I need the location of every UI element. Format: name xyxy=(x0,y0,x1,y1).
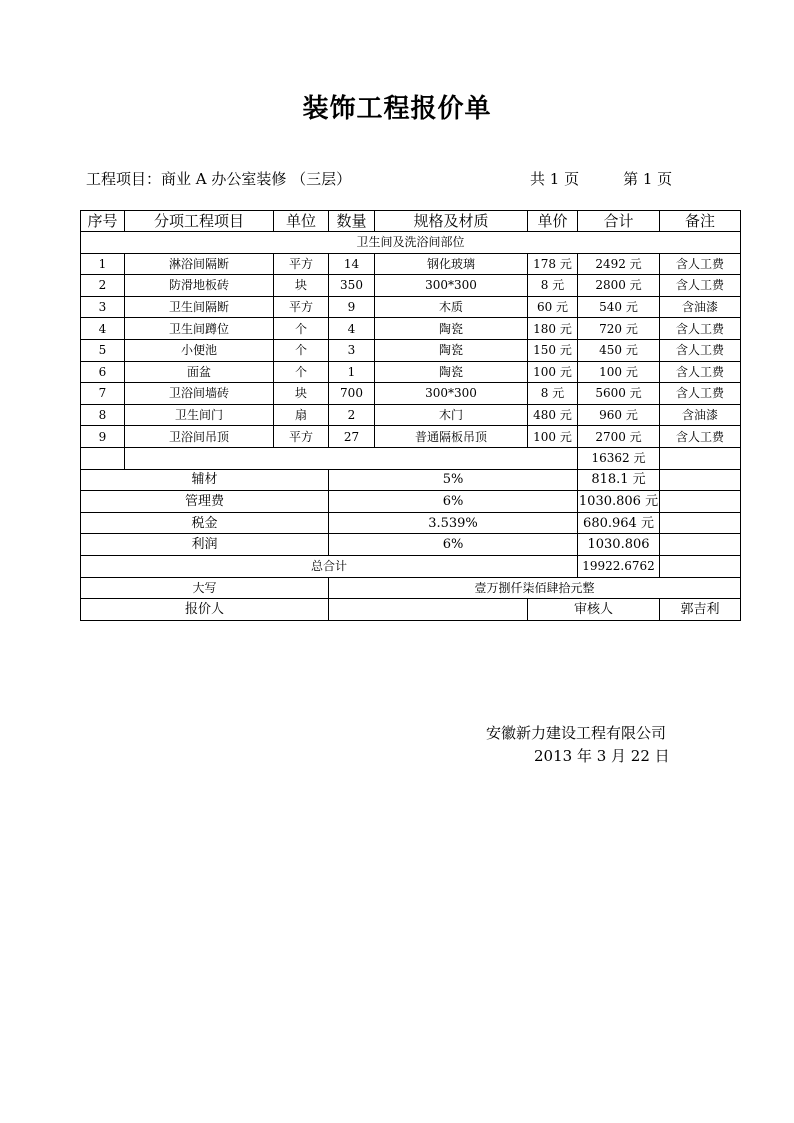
cell-spec: 木质 xyxy=(375,296,528,318)
cell-note: 含人工费 xyxy=(660,383,741,405)
cell-spec: 木门 xyxy=(375,404,528,426)
cell-total: 100 元 xyxy=(578,361,660,383)
table-row xyxy=(81,296,741,318)
cell-price: 8 元 xyxy=(528,383,578,405)
fee-row xyxy=(81,534,741,556)
cell-spec: 陶瓷 xyxy=(375,318,528,340)
capital-label: 大写 xyxy=(81,577,329,599)
cell-no: 8 xyxy=(81,404,125,426)
cell-no: 6 xyxy=(81,361,125,383)
company-name: 安徽新力建设工程有限公司 xyxy=(486,724,667,742)
cell-unit: 个 xyxy=(274,318,329,340)
cell-total: 2492 元 xyxy=(578,253,660,275)
cell-note: 含人工费 xyxy=(660,253,741,275)
cell-note: 含油漆 xyxy=(660,296,741,318)
cell-unit: 扇 xyxy=(274,404,329,426)
table-row xyxy=(81,361,741,383)
cell-note: 含人工费 xyxy=(660,361,741,383)
cell-total: 540 元 xyxy=(578,296,660,318)
cell-spec: 普通隔板吊顶 xyxy=(375,426,528,448)
cell-unit: 块 xyxy=(274,275,329,297)
fee-name: 税金 xyxy=(81,512,329,534)
cell-qty: 3 xyxy=(329,339,375,361)
fee-name: 管理费 xyxy=(81,491,329,513)
table-row xyxy=(81,318,741,340)
quoter-label: 报价人 xyxy=(81,599,329,621)
cell-spec: 陶瓷 xyxy=(375,339,528,361)
header-cell-note: 备注 xyxy=(660,211,741,232)
grand-total-amount: 19922.6762 xyxy=(578,555,660,577)
cell-qty: 14 xyxy=(329,253,375,275)
cell-total: 450 元 xyxy=(578,339,660,361)
cell-price: 150 元 xyxy=(528,339,578,361)
current-page: 第 1 页 xyxy=(623,170,673,188)
table-row xyxy=(81,426,741,448)
cell-spec: 300*300 xyxy=(375,275,528,297)
cell-unit: 块 xyxy=(274,383,329,405)
fee-note xyxy=(660,534,741,556)
cell-spec: 钢化玻璃 xyxy=(375,253,528,275)
header-row xyxy=(81,211,741,232)
table-row xyxy=(81,339,741,361)
fee-name: 辅材 xyxy=(81,469,329,491)
cell-note: 含人工费 xyxy=(660,339,741,361)
fee-row xyxy=(81,491,741,513)
cell-item: 卫生间蹲位 xyxy=(125,318,274,340)
capital-amount: 壹万捌仟柒佰肆拾元整 xyxy=(329,577,741,599)
cell-no: 2 xyxy=(81,275,125,297)
table-row xyxy=(81,253,741,275)
project-label: 工程项目：商业 A 办公室装修 （三层） xyxy=(86,170,352,188)
cell-no: 1 xyxy=(81,253,125,275)
page-info xyxy=(530,168,672,189)
cell-no: 3 xyxy=(81,296,125,318)
total-pages: 共 1 页 xyxy=(530,170,580,188)
cell-qty: 2 xyxy=(329,404,375,426)
cell-price: 8 元 xyxy=(528,275,578,297)
header-cell-no: 序号 xyxy=(81,211,125,232)
cell-qty: 27 xyxy=(329,426,375,448)
header-cell-unit: 单位 xyxy=(274,211,329,232)
cell-qty: 350 xyxy=(329,275,375,297)
cell-unit: 平方 xyxy=(274,253,329,275)
cell-note: 含人工费 xyxy=(660,318,741,340)
cell-total: 5600 元 xyxy=(578,383,660,405)
subtotal-note xyxy=(660,447,741,469)
fee-rate: 6% xyxy=(329,491,578,513)
table-row xyxy=(81,383,741,405)
grand-total-label: 总合计 xyxy=(81,555,578,577)
cell-note: 含人工费 xyxy=(660,275,741,297)
cell-qty: 4 xyxy=(329,318,375,340)
fee-rate: 6% xyxy=(329,534,578,556)
header-cell-total: 合计 xyxy=(578,211,660,232)
cell-note: 含人工费 xyxy=(660,426,741,448)
header-cell-item: 分项工程项目 xyxy=(125,211,274,232)
cell-item: 卫浴间吊顶 xyxy=(125,426,274,448)
fee-amount: 1030.806 xyxy=(578,534,660,556)
cell-no: 9 xyxy=(81,426,125,448)
subtotal-empty xyxy=(125,447,578,469)
grand-total-note xyxy=(660,555,741,577)
quote-table xyxy=(80,210,741,621)
cell-no: 7 xyxy=(81,383,125,405)
fee-note xyxy=(660,512,741,534)
cell-qty: 700 xyxy=(329,383,375,405)
fee-amount: 818.1 元 xyxy=(578,469,660,491)
fee-note xyxy=(660,469,741,491)
header-cell-qty: 数量 xyxy=(329,211,375,232)
table-row xyxy=(81,275,741,297)
grand-total-row xyxy=(81,555,741,577)
cell-unit: 个 xyxy=(274,361,329,383)
header-cell-spec: 规格及材质 xyxy=(375,211,528,232)
cell-price: 100 元 xyxy=(528,426,578,448)
cell-no: 4 xyxy=(81,318,125,340)
reviewer-value: 郭吉利 xyxy=(660,599,741,621)
cell-item: 小便池 xyxy=(125,339,274,361)
subtotal-row xyxy=(81,447,741,469)
cell-qty: 9 xyxy=(329,296,375,318)
fee-amount: 680.964 元 xyxy=(578,512,660,534)
cell-unit: 个 xyxy=(274,339,329,361)
cell-unit: 平方 xyxy=(274,296,329,318)
cell-item: 卫浴间墙砖 xyxy=(125,383,274,405)
cell-price: 180 元 xyxy=(528,318,578,340)
fee-rate: 5% xyxy=(329,469,578,491)
reviewer-label: 审核人 xyxy=(528,599,660,621)
cell-total: 960 元 xyxy=(578,404,660,426)
cell-item: 卫生间隔断 xyxy=(125,296,274,318)
cell-no: 5 xyxy=(81,339,125,361)
cell-item: 卫生间门 xyxy=(125,404,274,426)
quoter-value xyxy=(329,599,528,621)
section-row xyxy=(81,232,741,254)
signature-row xyxy=(81,599,741,621)
cell-price: 60 元 xyxy=(528,296,578,318)
fee-name: 利润 xyxy=(81,534,329,556)
cell-total: 2800 元 xyxy=(578,275,660,297)
cell-price: 100 元 xyxy=(528,361,578,383)
capital-row xyxy=(81,577,741,599)
section-title: 卫生间及洗浴间部位 xyxy=(81,232,741,254)
cell-spec: 300*300 xyxy=(375,383,528,405)
fee-row xyxy=(81,512,741,534)
fee-note xyxy=(660,491,741,513)
cell-total: 720 元 xyxy=(578,318,660,340)
document-title: 装饰工程报价单 xyxy=(302,94,492,124)
cell-price: 480 元 xyxy=(528,404,578,426)
quote-date: 2013 年 3 月 22 日 xyxy=(534,747,670,765)
fee-amount: 1030.806 元 xyxy=(578,491,660,513)
fee-rate: 3.539% xyxy=(329,512,578,534)
subtotal-empty-no xyxy=(81,447,125,469)
cell-note: 含油漆 xyxy=(660,404,741,426)
header-cell-price: 单价 xyxy=(528,211,578,232)
cell-total: 2700 元 xyxy=(578,426,660,448)
table-row xyxy=(81,404,741,426)
cell-item: 淋浴间隔断 xyxy=(125,253,274,275)
cell-spec: 陶瓷 xyxy=(375,361,528,383)
fee-row xyxy=(81,469,741,491)
cell-item: 防滑地板砖 xyxy=(125,275,274,297)
cell-price: 178 元 xyxy=(528,253,578,275)
cell-item: 面盆 xyxy=(125,361,274,383)
cell-unit: 平方 xyxy=(274,426,329,448)
subtotal-amount: 16362 元 xyxy=(578,447,660,469)
cell-qty: 1 xyxy=(329,361,375,383)
